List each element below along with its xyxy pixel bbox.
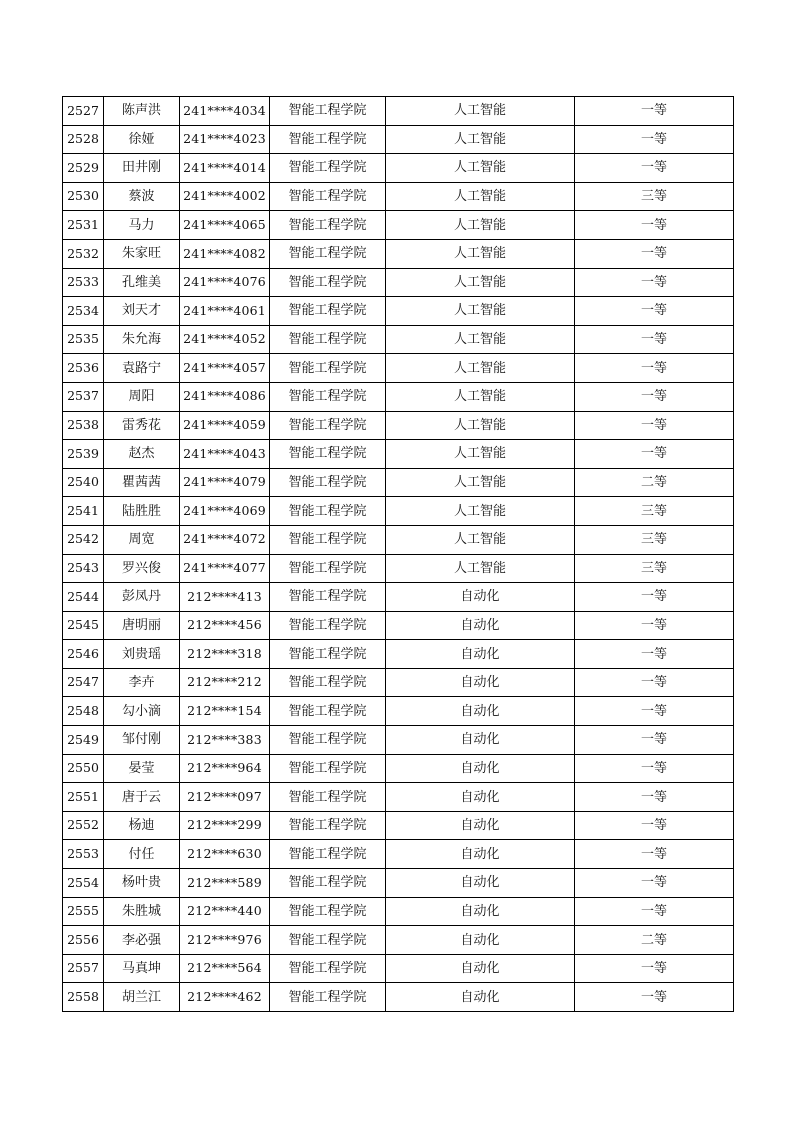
- cell-serial-number: 2538: [63, 411, 104, 440]
- cell-student-name: 朱允海: [104, 325, 180, 354]
- cell-serial-number: 2541: [63, 497, 104, 526]
- table-row: [63, 897, 734, 926]
- cell-student-id: 212****440: [180, 897, 270, 926]
- cell-major: 人工智能: [386, 382, 575, 411]
- cell-serial-number: 2539: [63, 440, 104, 469]
- cell-serial-number: 2554: [63, 869, 104, 898]
- cell-student-name: 付任: [104, 840, 180, 869]
- cell-major: 自动化: [386, 811, 575, 840]
- cell-award-grade: 一等: [575, 211, 734, 240]
- cell-student-id: 212****564: [180, 954, 270, 983]
- cell-student-id: 241****4069: [180, 497, 270, 526]
- award-list-table: [62, 96, 734, 1012]
- cell-student-id: 241****4034: [180, 97, 270, 126]
- cell-college: 智能工程学院: [270, 268, 386, 297]
- table-row: [63, 983, 734, 1012]
- cell-award-grade: 一等: [575, 440, 734, 469]
- cell-award-grade: 一等: [575, 897, 734, 926]
- cell-serial-number: 2555: [63, 897, 104, 926]
- table-row: [63, 125, 734, 154]
- table-row: [63, 668, 734, 697]
- cell-student-id: 212****462: [180, 983, 270, 1012]
- cell-award-grade: 二等: [575, 468, 734, 497]
- cell-student-id: 241****4002: [180, 182, 270, 211]
- cell-major: 人工智能: [386, 239, 575, 268]
- cell-major: 人工智能: [386, 268, 575, 297]
- cell-award-grade: 一等: [575, 583, 734, 612]
- cell-student-id: 241****4079: [180, 468, 270, 497]
- cell-student-name: 杨迪: [104, 811, 180, 840]
- cell-award-grade: 一等: [575, 268, 734, 297]
- cell-student-id: 241****4082: [180, 239, 270, 268]
- cell-serial-number: 2537: [63, 382, 104, 411]
- cell-college: 智能工程学院: [270, 611, 386, 640]
- cell-student-id: 212****383: [180, 726, 270, 755]
- cell-major: 自动化: [386, 954, 575, 983]
- table-row: [63, 954, 734, 983]
- cell-student-name: 李卉: [104, 668, 180, 697]
- cell-major: 自动化: [386, 754, 575, 783]
- cell-college: 智能工程学院: [270, 554, 386, 583]
- cell-student-name: 雷秀花: [104, 411, 180, 440]
- cell-award-grade: 一等: [575, 840, 734, 869]
- cell-student-id: 241****4014: [180, 154, 270, 183]
- cell-major: 自动化: [386, 640, 575, 669]
- cell-student-id: 241****4065: [180, 211, 270, 240]
- cell-serial-number: 2529: [63, 154, 104, 183]
- cell-major: 自动化: [386, 897, 575, 926]
- cell-serial-number: 2557: [63, 954, 104, 983]
- cell-major: 人工智能: [386, 497, 575, 526]
- cell-serial-number: 2540: [63, 468, 104, 497]
- cell-student-id: 241****4052: [180, 325, 270, 354]
- cell-major: 人工智能: [386, 525, 575, 554]
- cell-student-name: 李必强: [104, 926, 180, 955]
- cell-award-grade: 一等: [575, 239, 734, 268]
- cell-college: 智能工程学院: [270, 726, 386, 755]
- cell-college: 智能工程学院: [270, 954, 386, 983]
- cell-student-id: 241****4023: [180, 125, 270, 154]
- table-row: [63, 583, 734, 612]
- cell-college: 智能工程学院: [270, 239, 386, 268]
- cell-major: 人工智能: [386, 411, 575, 440]
- cell-student-name: 陈声洪: [104, 97, 180, 126]
- cell-student-name: 朱胜城: [104, 897, 180, 926]
- table-row: [63, 182, 734, 211]
- cell-award-grade: 一等: [575, 97, 734, 126]
- cell-serial-number: 2527: [63, 97, 104, 126]
- cell-student-name: 罗兴俊: [104, 554, 180, 583]
- cell-college: 智能工程学院: [270, 525, 386, 554]
- cell-college: 智能工程学院: [270, 840, 386, 869]
- cell-student-name: 陆胜胜: [104, 497, 180, 526]
- cell-award-grade: 一等: [575, 354, 734, 383]
- cell-award-grade: 一等: [575, 954, 734, 983]
- cell-student-id: 212****630: [180, 840, 270, 869]
- cell-college: 智能工程学院: [270, 182, 386, 211]
- cell-serial-number: 2533: [63, 268, 104, 297]
- cell-student-id: 212****212: [180, 668, 270, 697]
- cell-award-grade: 一等: [575, 726, 734, 755]
- cell-college: 智能工程学院: [270, 297, 386, 326]
- cell-award-grade: 一等: [575, 640, 734, 669]
- cell-serial-number: 2536: [63, 354, 104, 383]
- cell-major: 人工智能: [386, 211, 575, 240]
- cell-serial-number: 2528: [63, 125, 104, 154]
- table-row: [63, 411, 734, 440]
- cell-student-id: 241****4043: [180, 440, 270, 469]
- cell-student-name: 瞿茜茜: [104, 468, 180, 497]
- table-row: [63, 611, 734, 640]
- cell-student-id: 241****4076: [180, 268, 270, 297]
- cell-student-name: 刘贵瑶: [104, 640, 180, 669]
- cell-serial-number: 2558: [63, 983, 104, 1012]
- table-row: [63, 354, 734, 383]
- cell-serial-number: 2544: [63, 583, 104, 612]
- cell-student-name: 赵杰: [104, 440, 180, 469]
- cell-student-name: 周阳: [104, 382, 180, 411]
- cell-student-name: 徐娅: [104, 125, 180, 154]
- table-row: [63, 640, 734, 669]
- cell-student-id: 212****299: [180, 811, 270, 840]
- cell-major: 自动化: [386, 783, 575, 812]
- cell-serial-number: 2542: [63, 525, 104, 554]
- cell-college: 智能工程学院: [270, 811, 386, 840]
- cell-student-name: 刘天才: [104, 297, 180, 326]
- table-row: [63, 382, 734, 411]
- cell-student-id: 212****097: [180, 783, 270, 812]
- cell-student-name: 晏莹: [104, 754, 180, 783]
- cell-college: 智能工程学院: [270, 354, 386, 383]
- cell-college: 智能工程学院: [270, 211, 386, 240]
- cell-student-name: 杨叶贵: [104, 869, 180, 898]
- table-row: [63, 811, 734, 840]
- cell-award-grade: 一等: [575, 611, 734, 640]
- cell-major: 人工智能: [386, 97, 575, 126]
- cell-serial-number: 2547: [63, 668, 104, 697]
- cell-student-id: 212****589: [180, 869, 270, 898]
- cell-college: 智能工程学院: [270, 154, 386, 183]
- cell-major: 自动化: [386, 926, 575, 955]
- cell-college: 智能工程学院: [270, 382, 386, 411]
- cell-student-name: 马真坤: [104, 954, 180, 983]
- cell-serial-number: 2549: [63, 726, 104, 755]
- cell-student-name: 勾小滴: [104, 697, 180, 726]
- cell-student-name: 马力: [104, 211, 180, 240]
- cell-college: 智能工程学院: [270, 497, 386, 526]
- cell-major: 自动化: [386, 697, 575, 726]
- cell-award-grade: 三等: [575, 182, 734, 211]
- cell-serial-number: 2548: [63, 697, 104, 726]
- cell-college: 智能工程学院: [270, 754, 386, 783]
- cell-serial-number: 2534: [63, 297, 104, 326]
- cell-award-grade: 一等: [575, 125, 734, 154]
- cell-student-id: 212****318: [180, 640, 270, 669]
- cell-major: 自动化: [386, 583, 575, 612]
- cell-award-grade: 一等: [575, 154, 734, 183]
- cell-student-id: 241****4086: [180, 382, 270, 411]
- table-row: [63, 525, 734, 554]
- table-row: [63, 726, 734, 755]
- cell-student-name: 蔡波: [104, 182, 180, 211]
- cell-college: 智能工程学院: [270, 697, 386, 726]
- cell-award-grade: 一等: [575, 754, 734, 783]
- cell-award-grade: 三等: [575, 554, 734, 583]
- cell-serial-number: 2551: [63, 783, 104, 812]
- cell-serial-number: 2543: [63, 554, 104, 583]
- cell-student-name: 周宽: [104, 525, 180, 554]
- cell-serial-number: 2531: [63, 211, 104, 240]
- cell-major: 人工智能: [386, 297, 575, 326]
- cell-major: 人工智能: [386, 554, 575, 583]
- cell-college: 智能工程学院: [270, 640, 386, 669]
- cell-college: 智能工程学院: [270, 583, 386, 612]
- cell-serial-number: 2546: [63, 640, 104, 669]
- cell-college: 智能工程学院: [270, 468, 386, 497]
- cell-student-id: 241****4059: [180, 411, 270, 440]
- cell-major: 人工智能: [386, 354, 575, 383]
- cell-college: 智能工程学院: [270, 440, 386, 469]
- cell-award-grade: 一等: [575, 983, 734, 1012]
- table-row: [63, 783, 734, 812]
- cell-college: 智能工程学院: [270, 897, 386, 926]
- cell-student-id: 212****456: [180, 611, 270, 640]
- table-row: [63, 268, 734, 297]
- table-row: [63, 840, 734, 869]
- cell-award-grade: 一等: [575, 811, 734, 840]
- cell-student-name: 邹付刚: [104, 726, 180, 755]
- table-row: [63, 869, 734, 898]
- cell-major: 人工智能: [386, 325, 575, 354]
- cell-major: 自动化: [386, 840, 575, 869]
- table-body: [63, 97, 734, 1012]
- cell-serial-number: 2530: [63, 182, 104, 211]
- table-row: [63, 926, 734, 955]
- cell-student-name: 彭凤丹: [104, 583, 180, 612]
- cell-student-name: 孔维美: [104, 268, 180, 297]
- cell-student-name: 袁路宁: [104, 354, 180, 383]
- cell-college: 智能工程学院: [270, 325, 386, 354]
- cell-major: 人工智能: [386, 468, 575, 497]
- cell-serial-number: 2556: [63, 926, 104, 955]
- cell-serial-number: 2552: [63, 811, 104, 840]
- cell-award-grade: 三等: [575, 525, 734, 554]
- cell-major: 自动化: [386, 869, 575, 898]
- cell-student-name: 唐明丽: [104, 611, 180, 640]
- table-row: [63, 325, 734, 354]
- cell-college: 智能工程学院: [270, 125, 386, 154]
- cell-college: 智能工程学院: [270, 983, 386, 1012]
- cell-award-grade: 一等: [575, 382, 734, 411]
- cell-major: 人工智能: [386, 440, 575, 469]
- cell-award-grade: 一等: [575, 297, 734, 326]
- cell-award-grade: 一等: [575, 325, 734, 354]
- cell-student-name: 唐于云: [104, 783, 180, 812]
- cell-serial-number: 2545: [63, 611, 104, 640]
- table-row: [63, 97, 734, 126]
- cell-student-id: 212****413: [180, 583, 270, 612]
- cell-college: 智能工程学院: [270, 869, 386, 898]
- cell-student-id: 241****4072: [180, 525, 270, 554]
- cell-college: 智能工程学院: [270, 783, 386, 812]
- cell-serial-number: 2553: [63, 840, 104, 869]
- cell-major: 自动化: [386, 611, 575, 640]
- cell-serial-number: 2535: [63, 325, 104, 354]
- cell-major: 自动化: [386, 668, 575, 697]
- table-row: [63, 211, 734, 240]
- table-row: [63, 239, 734, 268]
- cell-major: 自动化: [386, 983, 575, 1012]
- table-row: [63, 154, 734, 183]
- cell-student-id: 241****4057: [180, 354, 270, 383]
- cell-award-grade: 一等: [575, 668, 734, 697]
- cell-college: 智能工程学院: [270, 926, 386, 955]
- cell-major: 人工智能: [386, 182, 575, 211]
- cell-college: 智能工程学院: [270, 411, 386, 440]
- table-row: [63, 554, 734, 583]
- cell-award-grade: 三等: [575, 497, 734, 526]
- cell-student-id: 212****964: [180, 754, 270, 783]
- cell-student-id: 212****154: [180, 697, 270, 726]
- cell-major: 自动化: [386, 726, 575, 755]
- cell-award-grade: 一等: [575, 783, 734, 812]
- cell-student-name: 田井刚: [104, 154, 180, 183]
- cell-college: 智能工程学院: [270, 97, 386, 126]
- cell-award-grade: 一等: [575, 411, 734, 440]
- cell-award-grade: 一等: [575, 869, 734, 898]
- cell-student-id: 212****976: [180, 926, 270, 955]
- table-row: [63, 697, 734, 726]
- cell-student-id: 241****4077: [180, 554, 270, 583]
- cell-award-grade: 二等: [575, 926, 734, 955]
- cell-award-grade: 一等: [575, 697, 734, 726]
- table-row: [63, 754, 734, 783]
- cell-serial-number: 2550: [63, 754, 104, 783]
- table-row: [63, 297, 734, 326]
- cell-student-id: 241****4061: [180, 297, 270, 326]
- cell-major: 人工智能: [386, 125, 575, 154]
- cell-student-name: 胡兰江: [104, 983, 180, 1012]
- table-row: [63, 468, 734, 497]
- table-row: [63, 497, 734, 526]
- table-row: [63, 440, 734, 469]
- cell-serial-number: 2532: [63, 239, 104, 268]
- cell-major: 人工智能: [386, 154, 575, 183]
- cell-college: 智能工程学院: [270, 668, 386, 697]
- cell-student-name: 朱家旺: [104, 239, 180, 268]
